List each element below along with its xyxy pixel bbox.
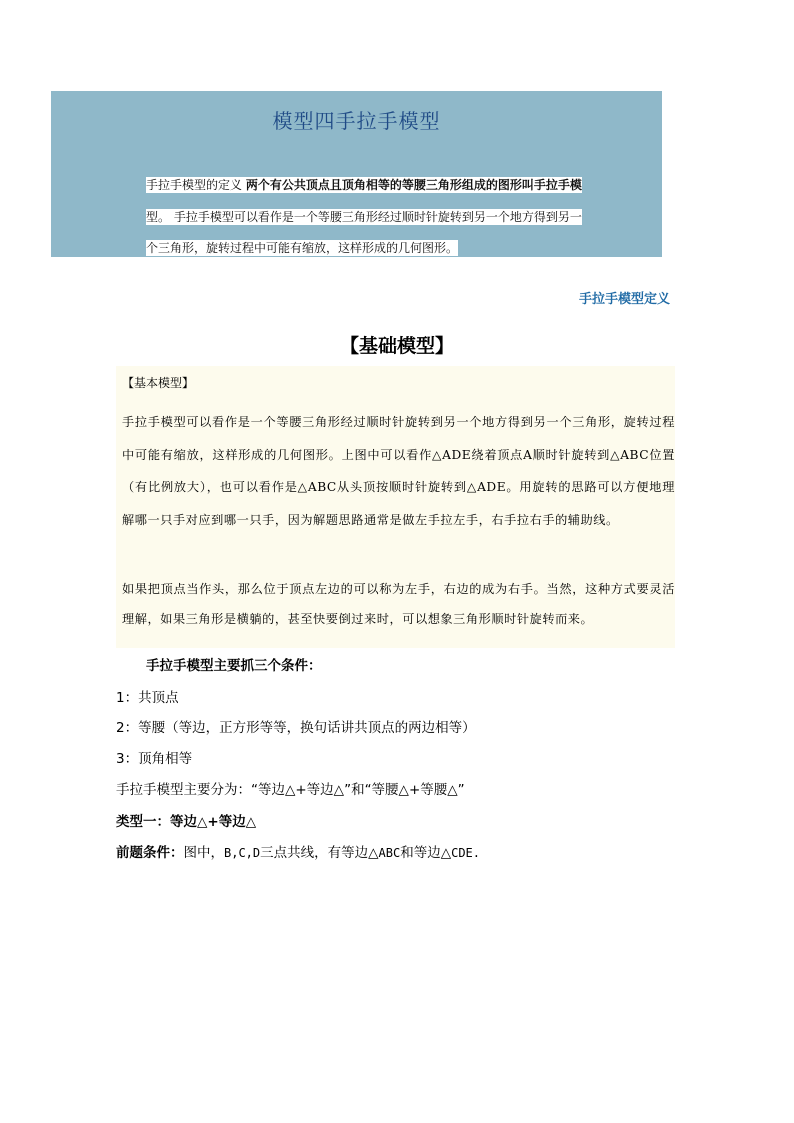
basic-model-box bbox=[116, 366, 675, 648]
section-heading: 【基础模型】 bbox=[339, 335, 454, 357]
conditions-heading: 手拉手模型主要抓三个条件： bbox=[146, 658, 322, 674]
definition-line-3: 个三角形，旋转过程中可能有缩放，这样形成的几何图形。 bbox=[146, 241, 459, 255]
definition-line-1 bbox=[146, 177, 582, 193]
definition-line-2: 型。 手拉手模型可以看作是一个等腰三角形经过顺时针旋转到另一个地方得到另一 bbox=[146, 209, 582, 224]
type-one-heading: 类型一：等边△+等边△ bbox=[116, 814, 257, 830]
premise-line bbox=[116, 841, 480, 861]
definition-caption: 手拉手模型定义 bbox=[578, 292, 670, 307]
premise-text-b: 三点共线，有等边△ bbox=[260, 845, 379, 861]
basic-model-paragraph-2: 如果把顶点当作头，那么位于顶点左边的可以称为左手，右边的成为右手。当然，这种方式要灵活理解，如果三角形是横躺的，甚至快要倒过来时，可以想象三角形顺时针旋转而来。 bbox=[122, 582, 675, 626]
premise-points: B,C,D bbox=[224, 846, 261, 860]
definition-prefix: 手拉手模型的定义 bbox=[146, 178, 246, 192]
condition-item-3: 3：顶角相等 bbox=[116, 751, 193, 767]
premise-cde: CDE. bbox=[451, 846, 480, 860]
premise-abc: ABC bbox=[378, 846, 401, 860]
definition-bold: 两个有公共顶点且顶角相等的等腰三角形组成的图形叫手拉手模 bbox=[245, 178, 582, 192]
premise-text-c: 和等边△ bbox=[400, 845, 452, 861]
condition-item-1: 1：共顶点 bbox=[116, 690, 179, 706]
document-title: 模型四手拉手模型 bbox=[272, 109, 441, 133]
definition-block bbox=[146, 170, 666, 265]
condition-item-2: 2：等腰（等边，正方形等等，换句话讲共顶点的两边相等） bbox=[116, 720, 476, 736]
classification-line: 手拉手模型主要分为：“等边△+等边△”和“等腰△+等腰△” bbox=[116, 782, 465, 798]
basic-model-paragraph-1: 手拉手模型可以看作是一个等腰三角形经过顺时针旋转到另一个地方得到另一个三角形，旋转过程中可能有缩放，这样形成的几何图形。上图中可以看作△ADE绕着顶点A顺时针旋转到△ABC位置（有比例放大），也可以看作是△ABC从头顶按顺时针旋转到△ADE。用旋转的思路可以方便地理解哪一只手对应到哪一只手，因为解题思路通常是做左手拉左手，右手拉右手的辅助线。 bbox=[122, 415, 675, 527]
premise-text-a: 图中， bbox=[183, 845, 224, 861]
title-banner bbox=[51, 91, 662, 257]
premise-label: 前题条件： bbox=[116, 845, 184, 861]
basic-model-tag: 【基本模型】 bbox=[122, 376, 195, 390]
